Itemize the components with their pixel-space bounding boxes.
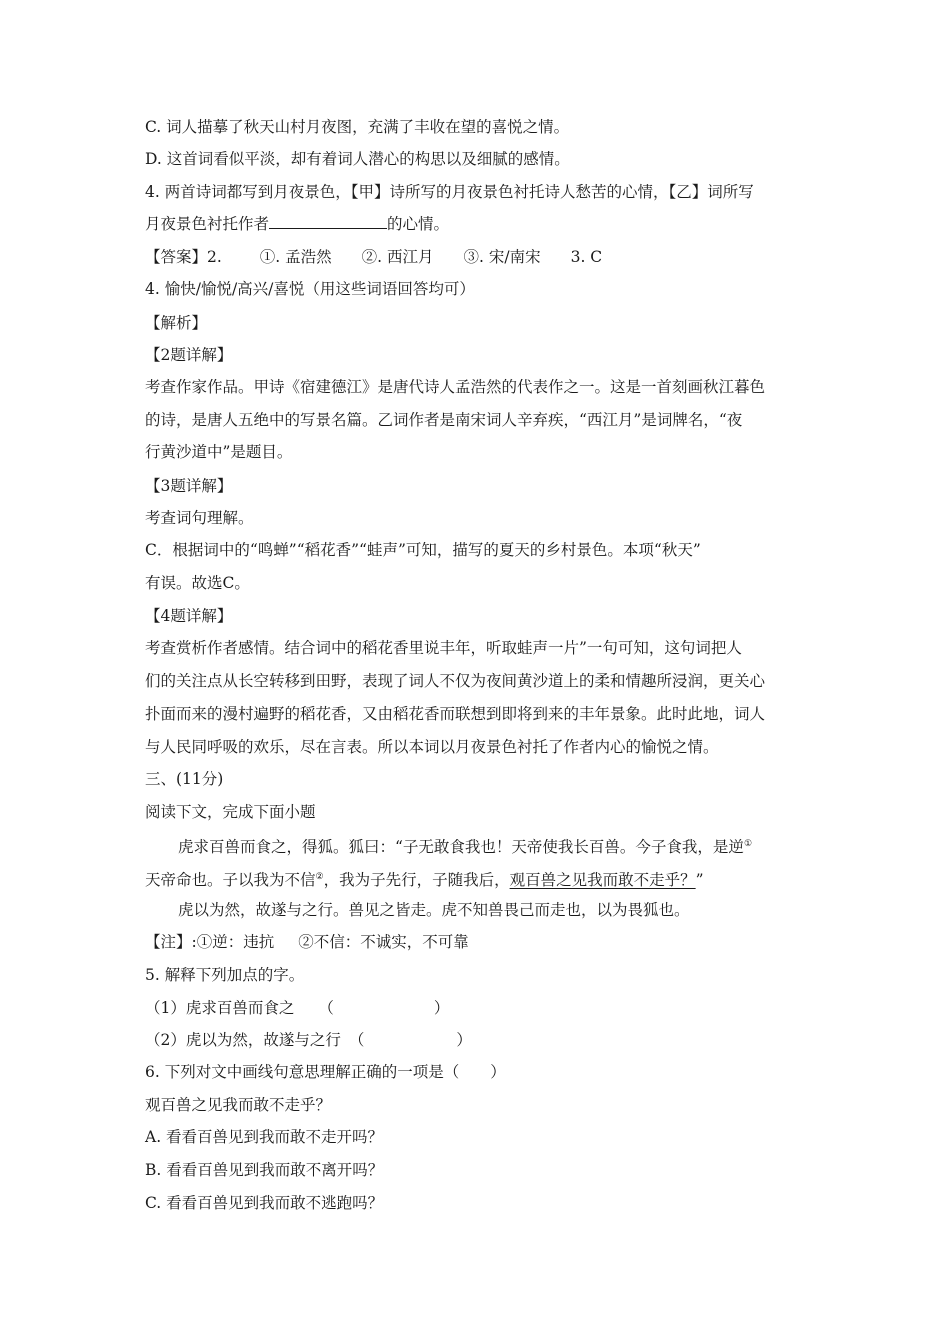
q3-detail-line-1: 考查词句理解。 bbox=[145, 509, 254, 527]
answer-line bbox=[145, 247, 825, 267]
passage-text-2b: ，我为子先行，子随我后， bbox=[323, 871, 510, 890]
note-1: ①逆：违抗 bbox=[196, 933, 275, 951]
answer-item-2: ②. 西江月 bbox=[361, 248, 434, 266]
q3-detail-line-2: C．根据词中的“鸣蝉”“稻花香”“蛙声”可知，描写的夏天的乡村景色。本项“秋天” bbox=[145, 541, 701, 559]
item-2-text: （2）虎以为然，故遂与之行 bbox=[145, 1031, 341, 1049]
footnote-marker-1: ① bbox=[743, 839, 753, 849]
item-2-open-paren: （ bbox=[348, 1031, 365, 1049]
reading-instruction: 阅读下文，完成下面小题 bbox=[145, 803, 316, 821]
passage-text-2c: ” bbox=[695, 871, 704, 890]
q2-detail-line-1: 考查作家作品。甲诗《宿建德江》是唐代诗人孟浩然的代表作之一。这是一首刻画秋江暮色 bbox=[145, 378, 766, 396]
option-b: B. 看看百兽见到我而敢不离开吗？ bbox=[145, 1161, 384, 1179]
item-1-text: （1）虎求百兽而食之 bbox=[145, 999, 295, 1017]
q4-detail-line-1: 考查赏析作者感情。结合词中的稻花香里说丰年，听取蛙声一片”一句可知，这句词把人 bbox=[145, 639, 742, 657]
option-d-line: D. 这首词看似平淡，却有着词人潜心的构思以及细腻的感情。 bbox=[145, 150, 570, 168]
item-1-close-paren: ） bbox=[433, 999, 450, 1017]
q4-detail-line-2: 们的关注点从长空转移到田野，表现了词人不仅为夜间黄沙道上的柔和情趣所浸润，更关心 bbox=[145, 672, 766, 690]
answer-item-3: ③. 宋/南宋 bbox=[463, 248, 541, 266]
question-6-stem: 6. 下列对文中画线句意思理解正确的一项是（ ） bbox=[145, 1063, 506, 1081]
q2-detail-heading: 【2题详解】 bbox=[145, 346, 233, 364]
passage-line-3: 虎以为然，故遂与之行。兽见之皆走。虎不知兽畏己而走也，以为畏狐也。 bbox=[178, 901, 690, 919]
question-5-item-1 bbox=[145, 998, 825, 1018]
answer-blank bbox=[269, 214, 387, 229]
q4-detail-line-3: 扑面而来的漫村遍野的稻花香，又由稻花香而联想到即将到来的丰年景象。此时此地，词人 bbox=[145, 705, 766, 723]
question-5-stem: 5. 解释下列加点的字。 bbox=[145, 966, 305, 984]
q3-detail-line-3: 有误。故选C。 bbox=[145, 574, 250, 592]
q2-detail-line-3: 行黄沙道中”是题目。 bbox=[145, 443, 293, 461]
question-4-line-2 bbox=[145, 214, 825, 234]
passage-line-2 bbox=[145, 867, 825, 890]
item-1-open-paren: （ bbox=[318, 999, 334, 1017]
passage-text-1: 虎求百兽而食之，得狐。狐曰：“子无敢食我也！天帝使我长百兽。今子食我，是逆 bbox=[178, 838, 744, 857]
passage-text-2a: 天帝命也。子以我为不信 bbox=[145, 871, 316, 890]
question-4-suffix: 的心情。 bbox=[387, 215, 450, 233]
answer-item-1: ①. 孟浩然 bbox=[259, 248, 332, 266]
question-4-line-1: 4. 两首诗词都写到月夜景色，【甲】诗所写的月夜景色衬托诗人愁苦的心情，【乙】词所写 bbox=[145, 183, 754, 201]
option-c-line: C. 词人描摹了秋天山村月夜图，充满了丰收在望的喜悦之情。 bbox=[145, 118, 570, 136]
question-6-sentence: 观百兽之见我而敢不走乎？ bbox=[145, 1096, 332, 1114]
passage-line-1 bbox=[178, 834, 828, 857]
q2-detail-line-2: 的诗，是唐人五绝中的写景名篇。乙词作者是南宋词人辛弃疾，“西江月”是词牌名，“夜 bbox=[145, 411, 743, 429]
note-2: ②不信：不诚实，不可靠 bbox=[298, 933, 469, 951]
q3-detail-heading: 【3题详解】 bbox=[145, 477, 233, 495]
underlined-sentence: 观百兽之见我而敢不走乎？ bbox=[509, 871, 696, 890]
question-5-item-2 bbox=[145, 1030, 825, 1050]
question-4-prefix: 月夜景色衬托作者 bbox=[145, 215, 270, 233]
option-a: A. 看看百兽见到我而敢不走开吗？ bbox=[145, 1128, 384, 1146]
answer-item-4: 3. C bbox=[570, 248, 603, 266]
answer-label: 【答案】2. bbox=[145, 248, 222, 266]
q4-detail-line-4: 与人民同呼吸的欢乐，尽在言表。所以本词以月夜景色衬托了作者内心的愉悦之情。 bbox=[145, 738, 719, 756]
section-3-heading: 三、(11分) bbox=[145, 770, 224, 788]
q4-detail-heading: 【4题详解】 bbox=[145, 607, 233, 625]
footnote-marker-2: ② bbox=[315, 872, 324, 882]
answer-4-line: 4. 愉快/愉悦/高兴/喜悦（用这些词语回答均可） bbox=[145, 280, 475, 298]
notes-label: 【注】: bbox=[145, 933, 197, 951]
analysis-heading: 【解析】 bbox=[145, 314, 208, 332]
option-c: C. 看看百兽见到我而敢不逃跑吗？ bbox=[145, 1194, 384, 1212]
notes-line bbox=[145, 932, 825, 952]
item-2-close-paren: ） bbox=[456, 1031, 472, 1049]
